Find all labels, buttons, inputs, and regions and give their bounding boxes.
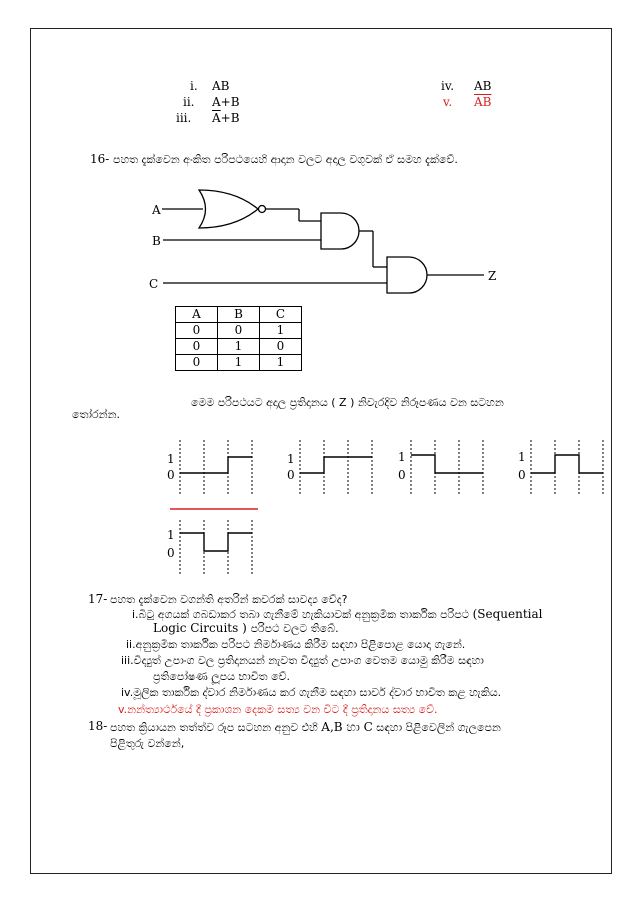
header-c: C <box>260 307 302 323</box>
wave1-label-1: 1 <box>167 452 175 466</box>
q17-item-iii-line1: iii.විද්‍යුත් උපාංග වල ප්‍රතිදානයන් නැවත විද්‍යුත් උපාංග වෙතම යොමු කිරීම සඳහා <box>121 654 484 667</box>
input-label-c: C <box>149 277 159 291</box>
wave3-label-0: 0 <box>398 468 406 482</box>
q17-number: 17- <box>88 592 108 606</box>
input-label-b: B <box>152 234 161 248</box>
q16-instruction-line1: මෙම පරිපථයට අදාල ප්‍රතිදානය ( Z ) නිවැරදිව නිරූපණය වන සටහන <box>191 396 504 409</box>
option-ii-text: A+B <box>212 95 240 109</box>
q17-item-i-line2: Logic Circuits ) පරිපථ වලට තිබේ. <box>153 621 339 635</box>
wave5-label-0: 0 <box>167 546 175 560</box>
wave1-label-0: 0 <box>167 468 175 482</box>
option-ii-num: ii. <box>183 95 195 109</box>
waveform-option-2 <box>300 457 372 473</box>
q17-text: පහත දැක්වෙන වගන්ති අතරින් කවරක් සාවද්‍ය වේද? <box>110 593 348 606</box>
q18-line2: පිළිතුරු වන්නේ, <box>110 737 185 750</box>
q17-item-i-line1: i.බිටු අගයක් ගබඩාකර තබා ගැනීමේ හැකියාවක් අනුක්‍රමික තාර්කික පරිපථ (Sequential <box>132 607 543 621</box>
option-iii-num: iii. <box>176 111 192 125</box>
table-row: 0 1 0 <box>176 339 302 355</box>
wave5-label-1: 1 <box>167 528 175 542</box>
wave3-label-1: 1 <box>398 450 406 464</box>
wave2-label-0: 0 <box>287 468 295 482</box>
option-iv-text: AB <box>474 79 492 93</box>
option-iv-num: iv. <box>441 79 455 93</box>
q16-number: 16- <box>90 152 110 166</box>
table-row: 0 0 1 <box>176 323 302 339</box>
header-b: B <box>218 307 260 323</box>
option-i-num: i. <box>190 79 198 93</box>
q17-item-v: v.නන්ත්‍යාර්ථයේ දී ප්‍රකාශන දෙකම සත්‍ය වන විට දී ප්‍රතිදානය සත්‍ය වේ. <box>118 703 438 716</box>
q17-item-iv: iv.මූලික තාර්කික ද්වාර නිර්මාණය කර ගැනීම සඳහා සාර්ව ද්වාර භාවිත කළ හැකිය. <box>121 686 502 699</box>
wave4-label-1: 1 <box>518 450 526 464</box>
wave2-label-1: 1 <box>287 452 295 466</box>
waveform-option-5 <box>180 533 252 551</box>
q16-text: පහත දැක්වෙන අංකිත පරිපථයෙහි ආදාන වලට අදාල වගුවක් ඒ සමහ දැක්වේ. <box>113 153 458 166</box>
input-label-a: A <box>152 203 161 217</box>
waveform-option-3 <box>411 455 483 473</box>
q18-line1: පහත ක්‍රියායන තත්ත්ව රූප සටහන අනුව එහි A,B හා C සඳහා පිළිවෙලින් ගැලපෙන <box>110 720 501 734</box>
option-v-num: v. <box>443 95 453 109</box>
option-i-text: AB <box>212 79 230 93</box>
q17-item-ii: ii.අනුක්‍රමික තාර්කික පරිපථ නිර්මාණය කිරීම සඳහා පිළිපොළ යොදා ගැනේ. <box>126 638 466 651</box>
header-a: A <box>176 307 218 323</box>
waveform-option-4 <box>531 455 603 473</box>
waveform-option-1 <box>180 457 252 473</box>
table-row: 0 1 1 <box>176 355 302 371</box>
dashed-gridlines <box>180 440 603 575</box>
output-label-z: Z <box>488 269 497 283</box>
q17-item-iii-line2: ප්‍රතිපෝෂණ ලූපය භාවිත වේ. <box>153 670 290 683</box>
wave4-label-0: 0 <box>518 468 526 482</box>
q16-instruction-line2: තෝරන්න. <box>72 408 121 421</box>
option-v-text: $\overline{AB}$ <box>474 95 492 109</box>
q18-number: 18- <box>88 719 108 733</box>
option-iii-text: $\overline{A}+B$ <box>212 111 240 125</box>
